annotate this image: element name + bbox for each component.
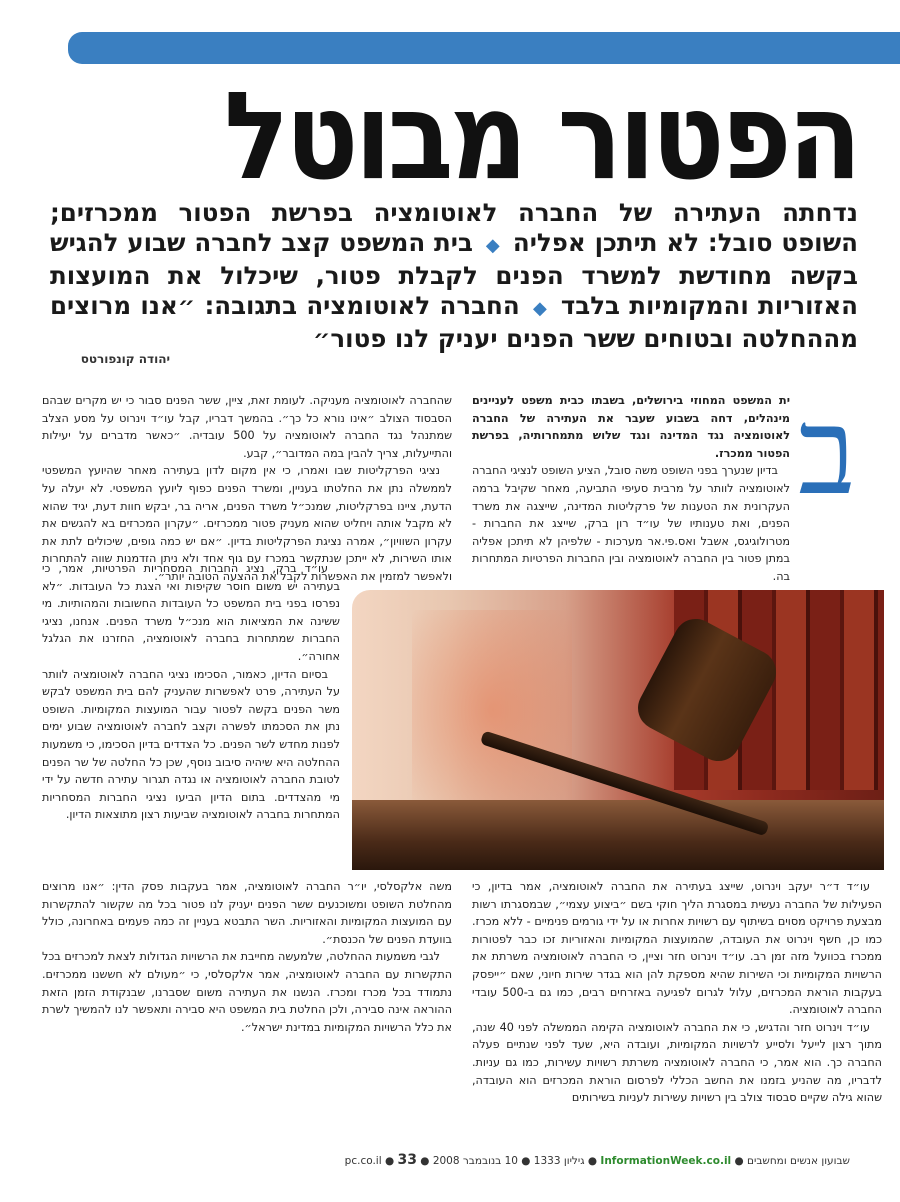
footer-pc-link[interactable]: pc.co.il (344, 1155, 382, 1167)
subhead-part-3: החברה לאוטומציה בתגובה: ״אנו מרוצים מההחלטה ובטוחים ששר הפנים יעניק לנו פטור״ (50, 291, 858, 353)
footer-date: 10 בנובמבר 2008 (432, 1155, 518, 1167)
diamond-bullet-icon: ◆ (485, 235, 500, 256)
article-paragraph: עו״ד וינרוט חזר והדגיש, כי את החברה לאוטומציה הקימה הממשלה לפני 40 שנה, מתוך רצון לייעל ולסייע לרשויות המקומיות, ועובדה היא, שעד לפני שנתיים פעלה החברה כך. הוא אמר, כי החברה לאוטומציה משרתת רשויות עשירות, כמו גם עניות. לדבריו, מה שהניע בזמנו את החשב הכללי לפרסום הוראת המכרזים הוא העובדה, שהוא גילה שקיים סבסוד צולב בין רשויות עשירות לעניות בשירותים (472, 1020, 882, 1105)
right-column-top (472, 392, 790, 586)
drop-cap: ב (798, 383, 856, 522)
article-paragraph: משה אלקסלסי, יו״ר החברה לאוטומציה, אמר בעקבות פסק הדין: ״אנו מרוצים מהחלטת השופט ומשוכנעים ששר הפנים יעניק לנו פטור בכל מה שקשור להתקשרות עם המועצות המקומיות והאזוריות. השר התבטא בעניין זה כמה פעמים באחרונה, כולל בוועדת הפנים של הכנסת״. (42, 880, 452, 946)
article-paragraph: לגבי משמעות ההחלטה, שלמעשה מחייבת את הרשויות הגדולות לצאת למכרזים בכל התקשרות עם החברה לאוטומציה, אמר אלקסלסי, כי ״מעולם לא חששנו ממכרזים. נתמודד בכל מכרז ומכרז. הנשנו את העתירה משום שסברנו, שבנקודת הזמן הזאת ההוראה אינה סבירה, ולכן החלטת בית המשפט היא סבירה ותאפשר לנו להמשיך לשרת את כלל הרשויות המקומיות במדינת ישראל״. (42, 950, 452, 1034)
diamond-bullet-icon: ◆ (532, 298, 548, 319)
gavel-photo (352, 590, 884, 870)
article-paragraph: שהחברה לאוטומציה מעניקה. לעומת זאת, ציין, ששר הפנים סבור כי יש מקרים שבהם הסבסוד הצולב ״אינו נורא כל כך״. בהמשך דבריו, קבל עו״ד וינרוט על מסע הצלב שמתנהל נגד החברה לאוטומציה על 500 עובדיה. ״כאשר מדברים על יעילות והתייעלות, צריך להבין במה המדובר״, קבע. (42, 394, 452, 460)
author-byline: יהודה קונפורטס (80, 352, 170, 366)
subheadline (50, 198, 858, 354)
left-column-narrow (42, 560, 340, 878)
page-number: 33 (397, 1152, 417, 1168)
left-column-top (42, 392, 452, 583)
footer-site-link[interactable]: InformationWeek.co.il (600, 1155, 732, 1167)
article-paragraph: עו״ד ד״ר יעקב וינרוט, שייצג בעתירה את החברה לאוטומציה, אמר בדיון, כי הפעילות של החברה נעשית במסגרת הליך חוקי בשם ״ביצוע עצמי״, שבמסגרתו רשות מבצעת פרויקט מסוים בשיתוף עם רשויות אחרות או על ידי גורמים פנימיים - ללא מכרז. כמו כן, חשף וינרוט את העובדה, שהמועצות המקומיות והאזוריות זכו כבר לפטורות ממכרז בכוועל מזה זמן רב. עו״ד וינרוט חזר וציין, כי החברה לאוטומציה משרתת את הרשויות המקומיות וכי השירות שהיא מספקת להן הוא בגדר שירות חיוני, שאם ״ייפסק בעקבות הוראת המכרזים, עלול לגרום לפגיעה באזרחים רבים, כמו גם ב-500 עובדי החברה לאוטומציה. (472, 880, 882, 1017)
article-paragraph: ית המשפט המחוזי בירושלים, בשבתו כבית משפט לעניינים מינהלים, דחה בשבוע שעבר את העתירה של החברה לאוטומציה נגד המדינה ונגד שלוש מתמחרותיה, בפרשת הפטור ממכרז. (472, 394, 790, 460)
subhead-part-2: בית המשפט קצב לחברה שבוע להגיש בקשה מחודשת למשרד הפנים לקבלת פטור, שיכלול את המועצות האזוריות והמקומיות בלבד (50, 228, 859, 320)
left-column-bottom (42, 878, 452, 1036)
footer-issue: גיליון 1333 (533, 1155, 585, 1167)
headline: הפטור מבוטל (223, 67, 858, 208)
top-color-bar (68, 32, 900, 64)
article-paragraph: עו״ד ברק, נציג החברות המסחריות הפרטיות, אמר, כי בעתירה יש משום חוסר שקיפות ואי הצגת כל העובדות. ״לא נפרסו בפני בית המשפט כל העובדות החשובות והמהותיות. מי ששינה את המציאות הוא מנכ״ל משרד הפנים. אנחנו, נציגי החברות שמתחרות בחברה לאוטומציה, החזרנו את הגלגל אחורה״. (42, 562, 340, 663)
page-footer: שבועון אנשים ומחשבים ● InformationWeek.co.il ● גיליון 1333 ● 10 בנובמבר 2008 ● pc.co.il ● 33 (344, 1152, 850, 1168)
subhead-part-1: נדחתה העתירה של החברה לאוטומציה בפרשת הפטור ממכרזים; השופט סובל: לא תיתכן אפליה (50, 198, 859, 257)
article-paragraph: נציגי הפרקליטות שבו ואמרו, כי אין מקום לדון בעתירה מאחר שהיועץ המשפטי לממשלה נתן את החלטתו בעניין, ומשרד הפנים כפוף ליועץ המשפטי. לא יעלה על הדעת, ציינו בפרקליטות, שמנכ״ל משרד הפנים, אריה בר, יבקש חוות דעת, יגיד שהוא לא מקבל אותה ויחליט שהוא מעניק פטור ממכרזים. ״עקרון המכרזים בא להגשים את עקרון השוויון״, אמרה נציגת הפרקליטות בדיון. ״אם יש כמה גופים, שיכולים לתת את אותו השירות, לא ייתכן שנתקשר במכרז עם גוף אחד ולא ניתן הזדמנות שווה להתחרות ולאפשר למזמין את האפשרות לקבל את ההצעה הטובה יותר״. (42, 464, 452, 583)
sound-block (352, 800, 884, 870)
right-column-bottom (472, 878, 882, 1107)
article-paragraph: בסיום הדיון, כאמור, הסכימו נציגי החברה לאוטומציה לוותר על העתירה, פרט לאפשרות שהעניק להם בית המשפט לבקש משר הפנים בקשה לפטור עבור המועצות המקומיות. השופט נתן את הסכמתו לפשרה וקצב לחברה לאוטומציה שבוע ימים לפנות מחדש לשר הפנים. כל הצדדים בדיון הסכימו, כי משמעות ההחלטה היא שיהיה סיבוב נוסף, שכן כל החלטה של שר הפנים לטובת החברה לאוטומציה או נגדה תגרור עתירה חדשה על ידי מי מהצדדים. בתום הדיון הביעו נציגי החברות המסחריות המתחרות בחברה לאוטומציה שביעות רצון מתוצאות הדיון. (42, 667, 340, 822)
footer-publication: שבועון אנשים ומחשבים (747, 1155, 850, 1167)
article-paragraph: בדיון שנערך בפני השופט משה סובל, הציע השופט לנציגי החברה לאוטומציה לוותר על מרבית סעיפי התביעה, מאחר שקיבל ברמה העקרונית את הטענות של פרקליטות המדינה, שייצגה את משרד הפנים, ואת טענותיו של עו״ד רון ברק, שייצג את החברות - מטרולוגיגס, אשבל ואס.פי.אר מערכות - שלפיהן לא תיתכן אפליה במתן פטור בין החברה לאוטומציה ובין החברות הפרטיות המתחרות בה. (472, 464, 790, 583)
